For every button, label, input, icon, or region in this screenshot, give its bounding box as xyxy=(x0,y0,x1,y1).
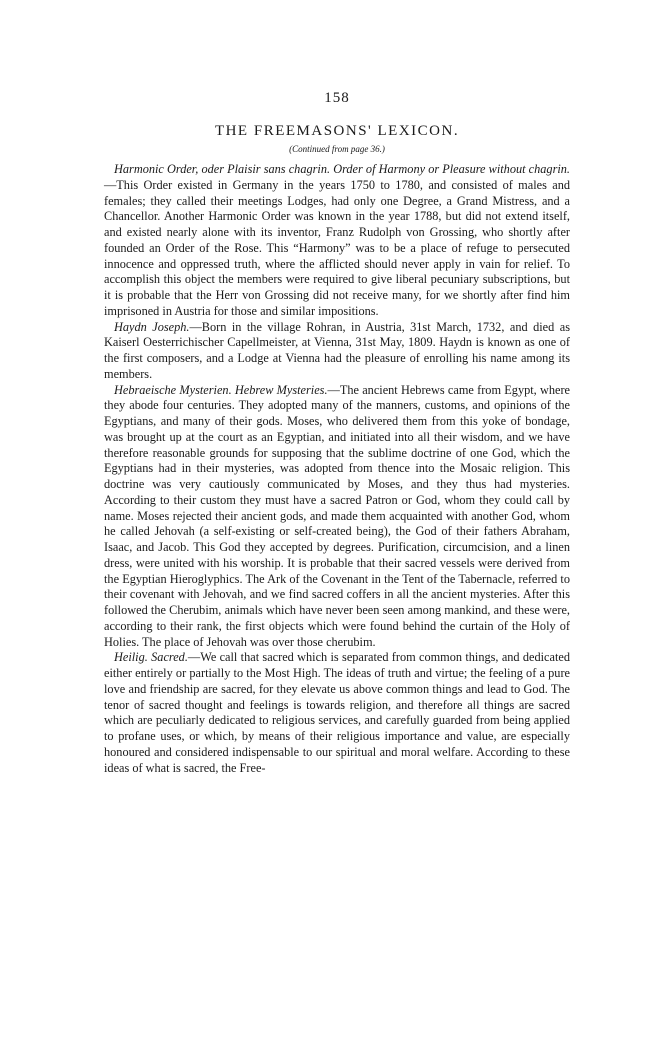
entry-term: Hebraeische Mysterien. xyxy=(114,382,232,397)
entry-harmonic-order xyxy=(104,162,570,320)
page xyxy=(104,90,570,776)
entry-text: —Born in the village Rohran, in Austria, 31st March, 1732, and died as Kaiserl Oesterrichischer Capellmeister, at Vienna, 31st May, 1809. Haydn is known as one of the first composers, and a Lodge at Vienna had the pleasure of enrolling his name among its members. xyxy=(104,319,570,381)
entry-text: —This Order existed in Germany in the years 1750 to 1780, and consisted of males and females; they called their meetings Lodges, had only one Degree, a Grand Mistress, and a Chancellor. Another Harmonic Order was known in the year 1788, but did not extend itself, and existed nearly alone with its inventor, Franz Rudolph von Grossing, who shortly after founded an Order of the Rose. This “Harmony” was to be a place of refuge to persecuted innocence and oppressed truth, where the afflicted should never apply in vain for relief. To accomplish this object the members were required to give liberal pecuniary subscriptions, but it is probable that the Herr von Grossing did not receive many, for we shortly after find him imprisoned in Austria for those and similar impositions. xyxy=(104,177,570,318)
entry-text: —We call that sacred which is separated from common things, and dedicated either entirely or partially to the Most High. The ideas of truth and virtue; the feeling of a pure love and friendship are sacred, for they elevate us above common things and lead to God. The tenor of sacred thought and feelings is towards religion, and therefore all things are sacred which are peculiarly dedicated to religious services, and carefully guarded from being applied to profane uses, or which, by means of their religious importance and value, are especially honoured and considered indispensable to our spiritual and moral welfare. According to these ideas of what is sacred, the Free- xyxy=(104,650,571,775)
page-title: THE FREEMASONS' LEXICON. xyxy=(214,123,460,139)
entry-term: Haydn Joseph. xyxy=(114,319,190,334)
entry-translation: Hebrew Mysteries. xyxy=(234,382,328,397)
entry-translation: Order of Harmony or Pleasure without chagrin. xyxy=(333,162,570,176)
entry-text: —The ancient Hebrews came from Egypt, where they abode four centuries. They adopted many of the manners, customs, and opinions of the Egyptians, and many of their gods. Moses, who delivered them from this yoke of bondage, was brought up at the court as an Egyptian, and initiated into all their wisdom, and we have therefore reasonable grounds for supposing that the sublime doctrine of one God, which the Egyptians had in their mysteries, was adopted from thence into the Mosaic religion. This doctrine was very cautiously communicated by Moses, and they thus had mysteries. According to their custom they must have a sacred Patron or God, whom they could call by name. Moses rejected their ancient gods, and made them acquainted with another God, whom he called Jehovah (a self-existing or self-created being), the God of their fathers Abraham, Isaac, and Jacob. This God they accepted by degrees. Purification, circumcision, and a linen dress, were united with his worship. It is probable that their sacred vessels were derived from the Egyptian Hieroglyphics. The Ark of the Covenant in the Tent of the Tabernacle, referred to their covenant with Jehovah, and we find sacred coffers in all the ancient mysteries. After this followed the Cherubim, animals which have never been seen among mankind, and these were, according to their rank, the first objects which were found behind the curtain of the Holy of Holies. The place of Jehovah was over those cherubim. xyxy=(104,382,571,649)
entry-term: Harmonic Order, oder Plaisir sans chagrin. xyxy=(114,162,331,176)
entry-haydn-joseph xyxy=(104,320,570,383)
lexicon-body xyxy=(104,162,570,776)
entry-heilig xyxy=(104,650,570,776)
page-number: 158 xyxy=(324,90,350,106)
entry-translation: Sacred. xyxy=(151,650,188,665)
continued-note: (Continued from page 36.) xyxy=(289,144,385,154)
entry-term: Heilig. xyxy=(114,650,148,665)
entry-hebraeische-mysterien xyxy=(104,383,570,651)
